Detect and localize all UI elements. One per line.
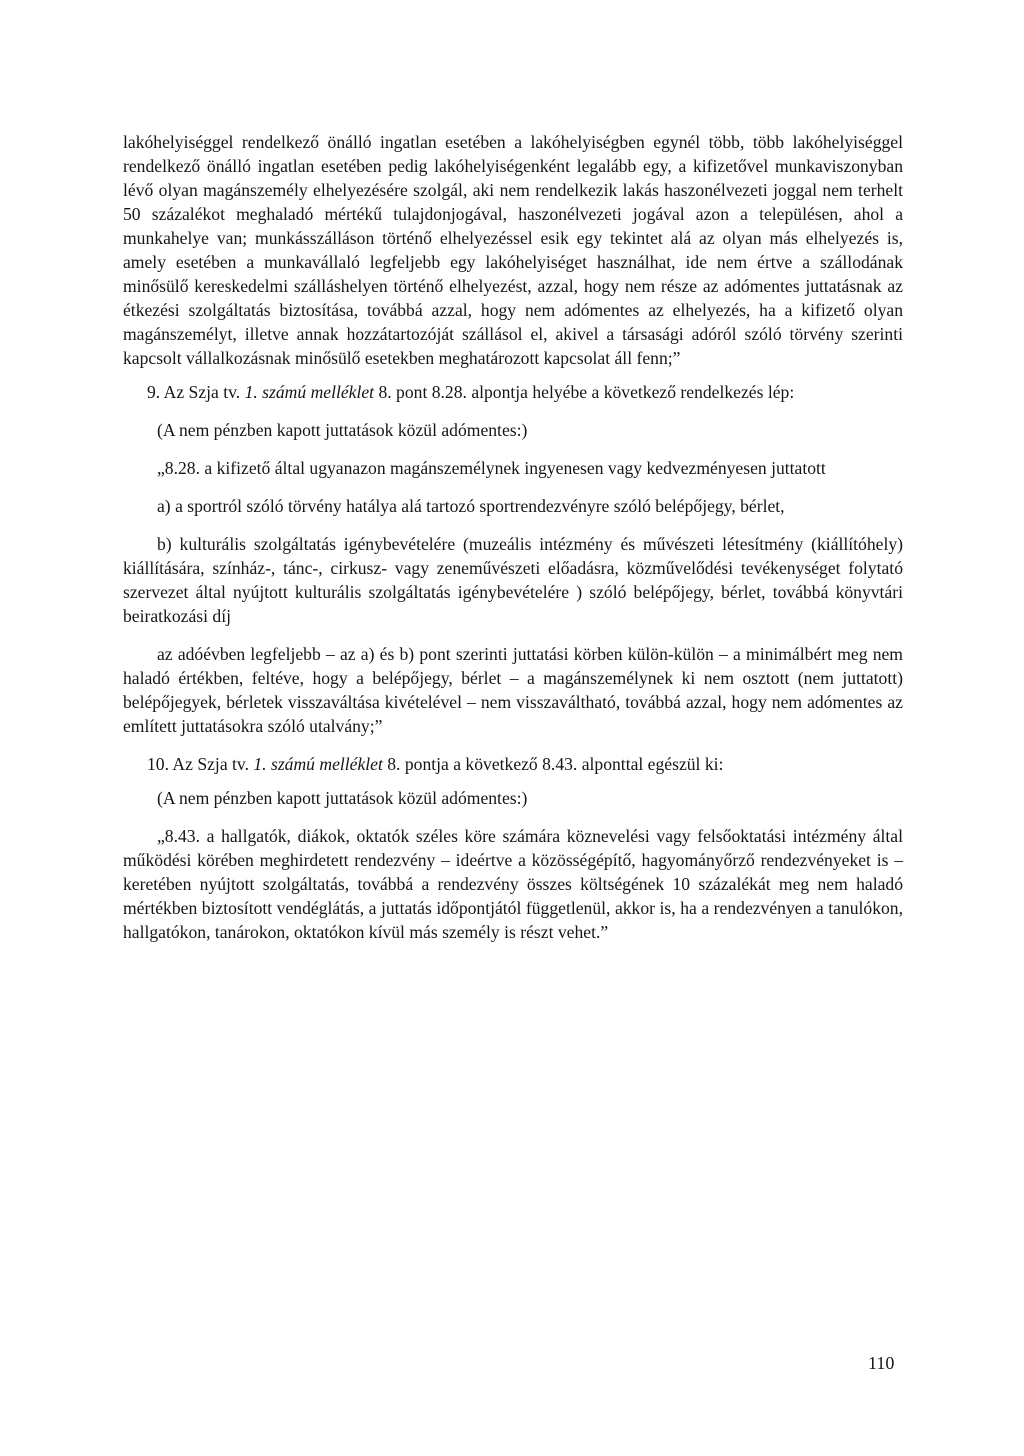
document-body xyxy=(123,130,903,944)
item-10-italic: 1. számú melléklet xyxy=(253,754,383,774)
item-10-prefix: 10. Az Szja tv. xyxy=(147,754,254,774)
item-a: a) a sportról szóló törvény hatálya alá tartozó sportrendezvényre szóló belépőjegy, bérlet, xyxy=(157,496,785,516)
parenthetical-2: (A nem pénzben kapott juttatások közül adómentes:) xyxy=(157,788,528,808)
item-9-italic: 1. számú melléklet xyxy=(244,382,375,402)
item-b: b) kulturális szolgáltatás igénybevételére (muzeális intézmény és művészeti létesítmény (kiállítóhely) kiállítására, színház-, tánc-, cirkusz- vagy zeneművészeti előadásra, közművelődési tevékenységet folytató szervezet által nyújtott kulturális szolgáltatás igénybevételére ) szóló belépőjegy, bérlet, továbbá könyvtári beiratkozási díj xyxy=(123,534,903,626)
item-9-prefix: 9. Az Szja tv. xyxy=(147,382,245,402)
paragraph-continuation: lakóhelyiséggel rendelkező önálló ingatlan esetében a lakóhelyiségben egynél több, több lakóhelyiséggel rendelkező önálló ingatlan esetében pedig lakóhelyiségenként legalább egy, a kifizetővel munkaviszonyban lévő olyan magánszemély elhelyezésére szolgál, aki nem rendelkezik lakás haszonélvezeti joggal nem terhelt 50 százalékot meghaladó mértékű tulajdonjogával, haszonélvezeti jogával azon a településen, ahol a munkahelye van; munkásszálláson történő elhelyezéssel esik egy tekintet alá az olyan más elhelyezés is, amely esetében a munkavállaló legfeljebb egy lakóhelyiséget használhat, ide nem értve a szállodának minősülő kereskedelmi szálláshelyen történő elhelyezést, azzal, hogy nem része az adómentes juttatásnak az étkezési szolgáltatás biztosítása, továbbá azzal, hogy nem adómentes az elhelyezés, ha a kifizető olyan magánszemélyt, illetve annak hozzátartozóját szállásol el, akivel a társasági adóról szóló törvény szerinti kapcsolt vállalkozásnak minősülő esetekben meghatározott kapcsolat áll fenn;” xyxy=(123,132,903,368)
item-9 xyxy=(123,380,903,404)
paragraph-adoev: az adóévben legfeljebb – az a) és b) pont szerinti juttatási körben külön-külön – a minimálbért meg nem haladó értékben, feltéve, hogy a belépőjegy, bérlet – a magánszemélynek ki nem osztott (nem juttatott) belépőjegyek, bérletek visszaváltása kivételével – nem visszaváltható, továbbá azzal, hogy nem adómentes az említett juttatásokra szóló utalvány;” xyxy=(123,644,903,736)
item-9-suffix: 8. pont 8.28. alpontja helyébe a következő rendelkezés lép: xyxy=(374,382,795,402)
paragraph-8-43: „8.43. a hallgatók, diákok, oktatók széles köre számára köznevelési vagy felsőoktatási intézmény által működési körében meghirdetett rendezvény – ideértve a közösségépítő, hagyományőrző rendezvényeket is – keretében nyújtott szolgáltatás, továbbá a rendezvény összes költségének 10 százalékát meg nem haladó mértékben biztosított vendéglátás, a juttatás időpontjától függetlenül, akkor is, ha a rendezvényen a tanulókon, hallgatókon, tanárokon, oktatókon kívül más személy is részt vehet.” xyxy=(123,826,903,942)
parenthetical-1: (A nem pénzben kapott juttatások közül adómentes:) xyxy=(157,420,528,440)
paragraph-8-28: „8.28. a kifizető által ugyanazon magánszemélynek ingyenesen vagy kedvezményesen juttatott xyxy=(157,458,826,478)
item-10-suffix: 8. pontja a következő 8.43. alponttal egészül ki: xyxy=(382,754,724,774)
page-number: 110 xyxy=(868,1353,895,1373)
item-10 xyxy=(123,752,903,776)
